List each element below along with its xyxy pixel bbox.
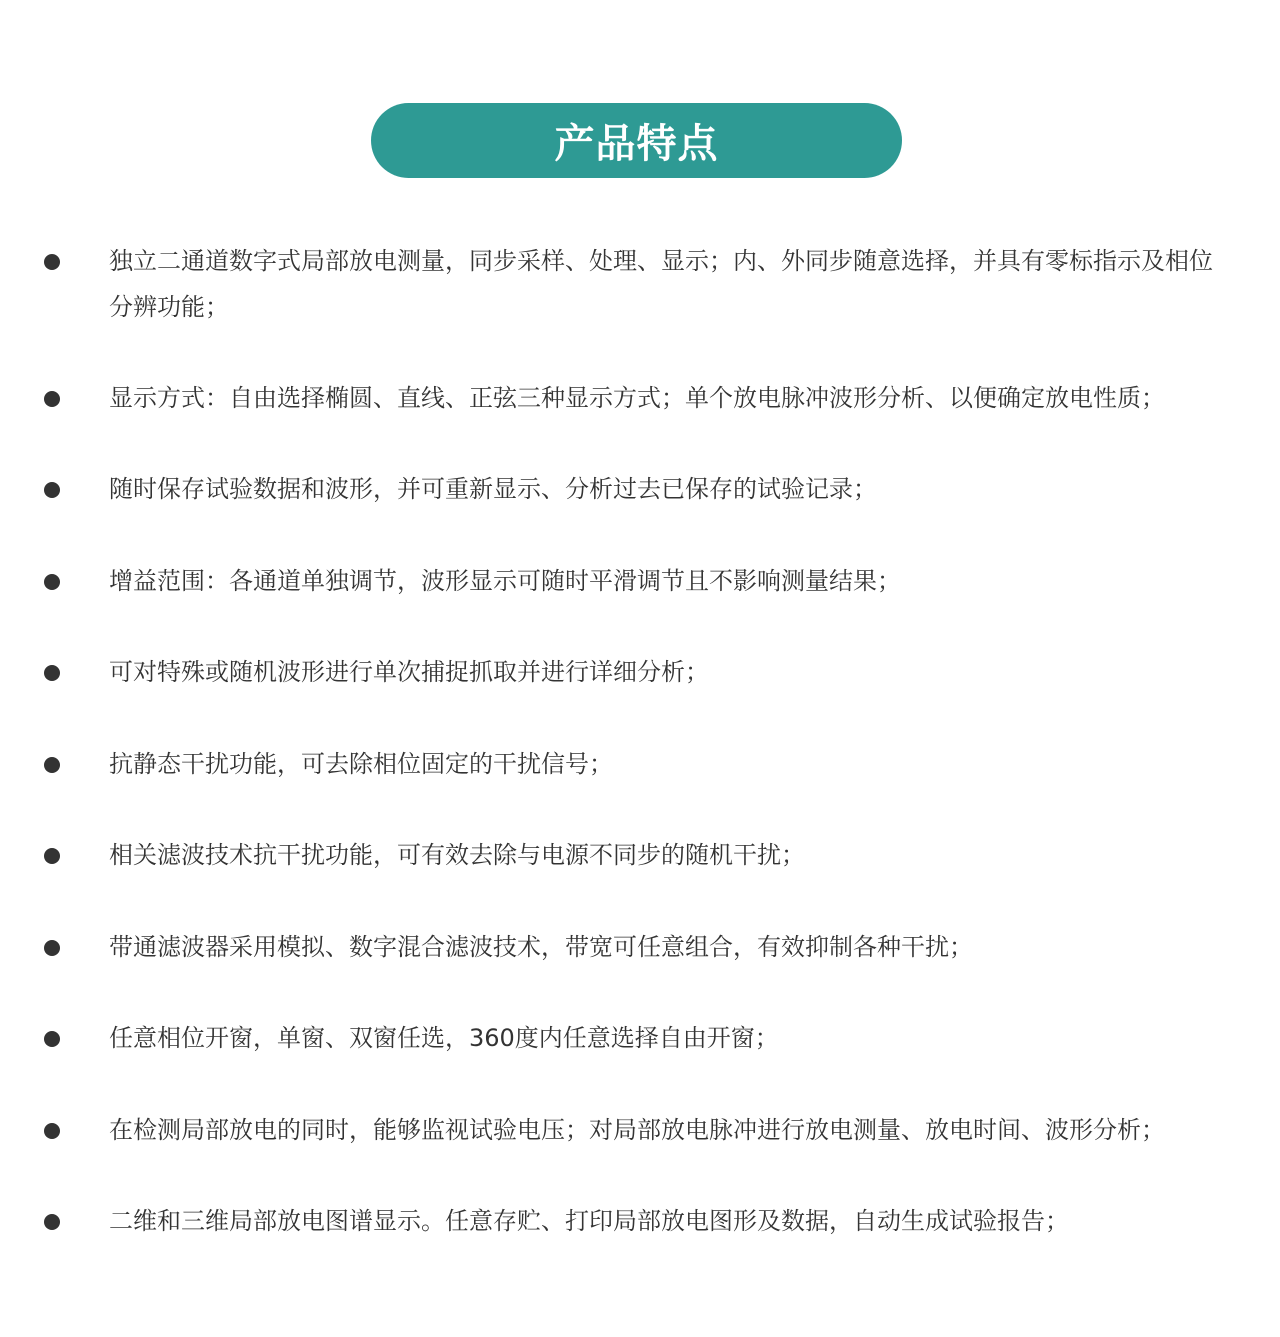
bullet-icon — [44, 1214, 60, 1230]
bullet-icon — [44, 1031, 60, 1047]
feature-text: 独立二通道数字式局部放电测量，同步采样、处理、显示；内、外同步随意选择，并具有零标指示及相位分辨功能； — [109, 247, 1213, 321]
feature-text: 显示方式：自由选择椭圆、直线、正弦三种显示方式；单个放电脉冲波形分析、以便确定放电性质； — [109, 384, 1165, 412]
bullet-icon — [44, 254, 60, 270]
bullet-icon — [44, 574, 60, 590]
feature-text: 随时保存试验数据和波形，并可重新显示、分析过去已保存的试验记录； — [109, 475, 877, 503]
feature-text: 任意相位开窗，单窗、双窗任选，360度内任意选择自由开窗； — [109, 1024, 779, 1052]
feature-text: 带通滤波器采用模拟、数字混合滤波技术，带宽可任意组合，有效抑制各种干扰； — [109, 933, 973, 961]
section-title: 产品特点 — [554, 121, 719, 167]
feature-text: 相关滤波技术抗干扰功能，可有效去除与电源不同步的随机干扰； — [109, 841, 805, 869]
bullet-icon — [44, 848, 60, 864]
feature-text: 抗静态干扰功能，可去除相位固定的干扰信号； — [109, 750, 613, 778]
bullet-icon — [44, 940, 60, 956]
bullet-icon — [44, 1123, 60, 1139]
feature-text: 增益范围：各通道单独调节，波形显示可随时平滑调节且不影响测量结果； — [109, 567, 901, 595]
bullet-icon — [44, 665, 60, 681]
feature-text: 在检测局部放电的同时，能够监视试验电压；对局部放电脉冲进行放电测量、放电时间、波形分析； — [109, 1116, 1165, 1144]
feature-text: 二维和三维局部放电图谱显示。任意存贮、打印局部放电图形及数据，自动生成试验报告； — [109, 1207, 1069, 1235]
bullet-icon — [44, 757, 60, 773]
section-title-badge — [371, 103, 902, 178]
bullet-icon — [44, 391, 60, 407]
feature-text: 可对特殊或随机波形进行单次捕捉抓取并进行详细分析； — [109, 658, 709, 686]
bullet-icon — [44, 482, 60, 498]
